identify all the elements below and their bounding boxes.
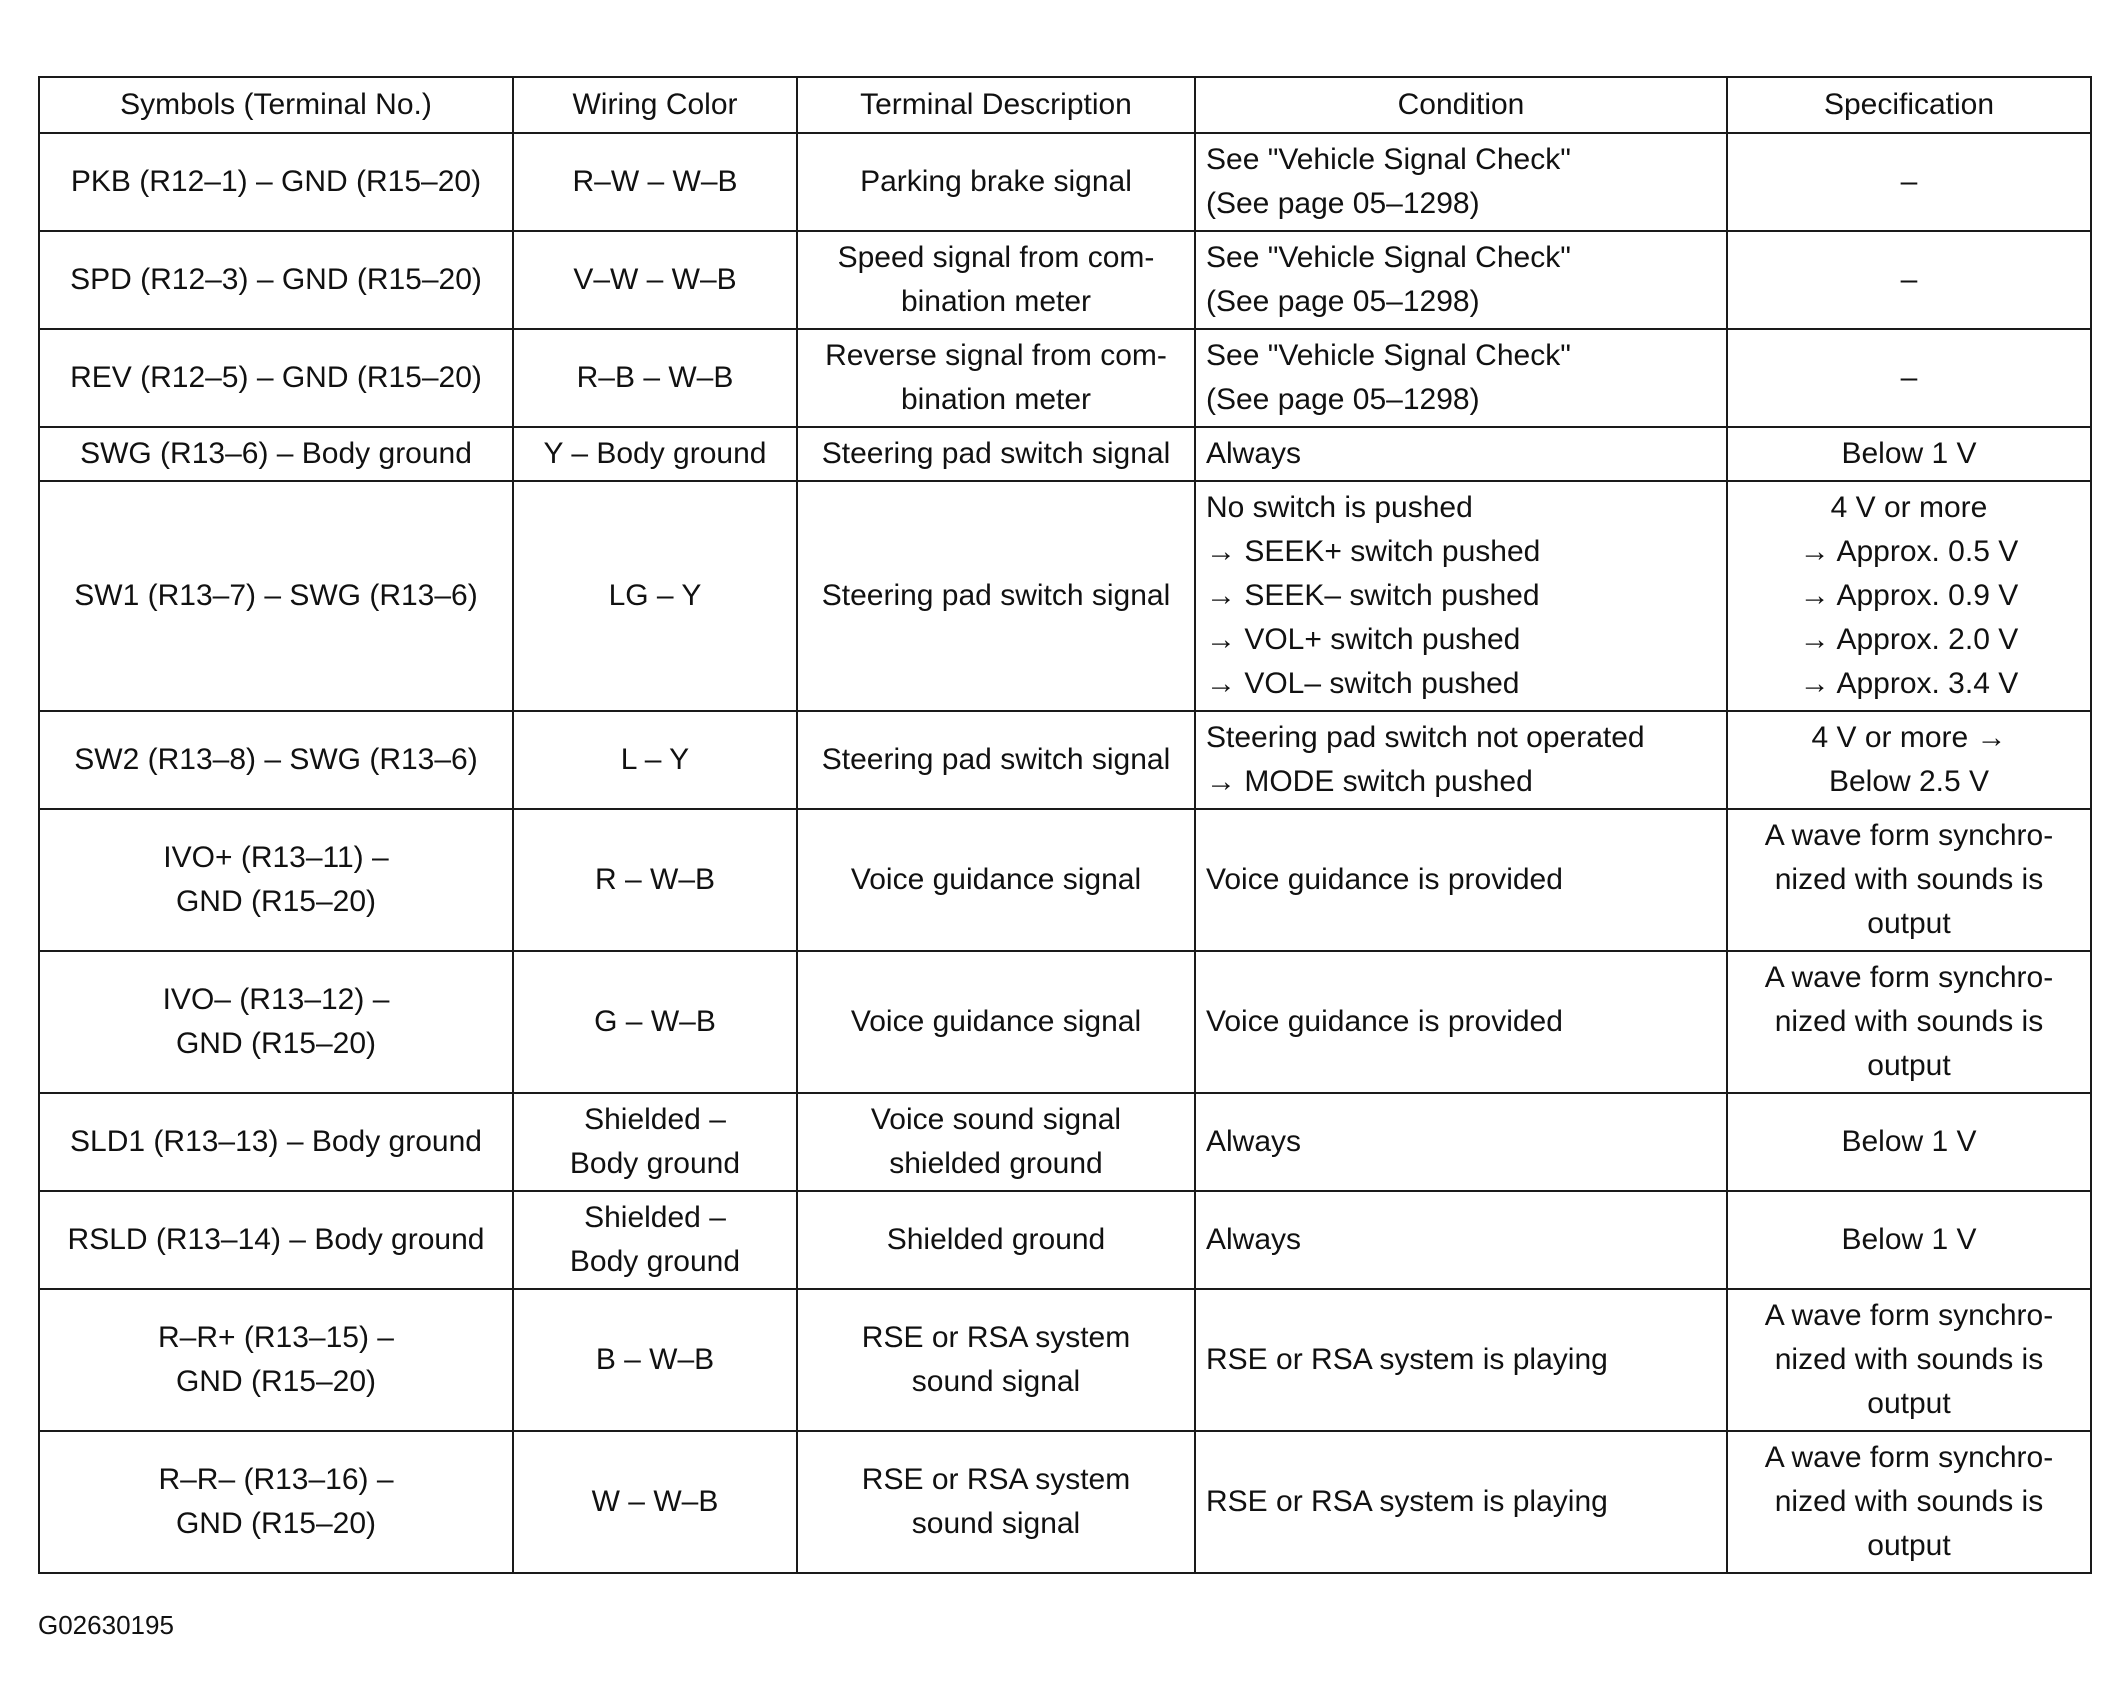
cell-line: IVO+ (R13–11) –	[163, 841, 389, 874]
cell-line: Below 1 V	[1841, 437, 1977, 470]
cell-specification	[1727, 427, 2091, 481]
cell-line: Body ground	[569, 1245, 741, 1278]
cell-line: R–B – W–B	[576, 361, 734, 394]
cell-line: → SEEK+ switch pushed	[1206, 535, 1541, 568]
cell-condition	[1195, 1431, 1727, 1573]
cell-line: R – W–B	[594, 863, 716, 896]
table-row	[39, 951, 2091, 1093]
cell-terminal-description	[797, 427, 1195, 481]
cell-symbol	[39, 809, 513, 951]
cell-line: 4 V or more	[1830, 491, 1988, 524]
cell-line: Voice guidance signal	[850, 863, 1142, 896]
cell-line: Steering pad switch signal	[821, 437, 1171, 470]
cell-wiring-color	[513, 329, 797, 427]
cell-line: Steering pad switch signal	[821, 743, 1171, 776]
cell-line: Below 1 V	[1841, 1125, 1977, 1158]
cell-wiring-color	[513, 951, 797, 1093]
cell-line: See "Vehicle Signal Check"	[1206, 339, 1571, 372]
cell-line: Speed signal from com-	[837, 241, 1155, 274]
cell-specification	[1727, 1191, 2091, 1289]
cell-symbol	[39, 1431, 513, 1573]
cell-specification	[1727, 133, 2091, 231]
cell-wiring-color	[513, 711, 797, 809]
header-condition: Condition	[1195, 77, 1727, 133]
cell-line: A wave form synchro-	[1764, 1441, 2054, 1474]
cell-line: GND (R15–20)	[175, 1027, 377, 1060]
cell-condition	[1195, 1191, 1727, 1289]
cell-terminal-description	[797, 1093, 1195, 1191]
table-row	[39, 711, 2091, 809]
cell-line: GND (R15–20)	[175, 885, 377, 918]
cell-line: nized with sounds is	[1774, 1005, 2044, 1038]
cell-line: bination meter	[900, 285, 1092, 318]
cell-symbol	[39, 1093, 513, 1191]
table-row	[39, 809, 2091, 951]
cell-terminal-description	[797, 951, 1195, 1093]
cell-line: output	[1867, 907, 1951, 940]
table-body	[39, 133, 2091, 1573]
cell-symbol	[39, 231, 513, 329]
cell-line: Parking brake signal	[860, 165, 1132, 198]
cell-line: Below 1 V	[1841, 1223, 1977, 1256]
cell-line: RSE or RSA system is playing	[1206, 1343, 1608, 1376]
cell-symbol	[39, 481, 513, 711]
cell-line: SPD (R12–3) – GND (R15–20)	[70, 263, 482, 296]
cell-terminal-description	[797, 329, 1195, 427]
cell-line: L – Y	[620, 743, 690, 776]
cell-specification	[1727, 1093, 2091, 1191]
cell-line: → SEEK– switch pushed	[1206, 579, 1540, 612]
cell-line: Voice sound signal	[870, 1103, 1122, 1136]
cell-line: GND (R15–20)	[175, 1507, 377, 1540]
cell-line: SLD1 (R13–13) – Body ground	[70, 1125, 482, 1158]
terminal-spec-table	[38, 76, 2092, 1574]
cell-specification	[1727, 711, 2091, 809]
cell-line: nized with sounds is	[1774, 1485, 2044, 1518]
terminal-spec-table-container	[38, 76, 2090, 1574]
cell-line: → Approx. 0.9 V	[1799, 579, 2019, 612]
table-row	[39, 329, 2091, 427]
cell-wiring-color	[513, 231, 797, 329]
cell-line: –	[1900, 165, 1918, 198]
cell-condition	[1195, 809, 1727, 951]
cell-line: Body ground	[569, 1147, 741, 1180]
cell-specification	[1727, 951, 2091, 1093]
cell-line: nized with sounds is	[1774, 863, 2044, 896]
cell-line: IVO– (R13–12) –	[162, 983, 390, 1016]
cell-wiring-color	[513, 809, 797, 951]
cell-line: Shielded ground	[886, 1223, 1106, 1256]
cell-line: Voice guidance signal	[850, 1005, 1142, 1038]
table-row	[39, 231, 2091, 329]
cell-line: B – W–B	[595, 1343, 715, 1376]
cell-line: SW2 (R13–8) – SWG (R13–6)	[74, 743, 478, 776]
table-row	[39, 1431, 2091, 1573]
cell-line: See "Vehicle Signal Check"	[1206, 241, 1571, 274]
cell-line: (See page 05–1298)	[1206, 187, 1480, 220]
cell-terminal-description	[797, 133, 1195, 231]
cell-line: No switch is pushed	[1206, 491, 1473, 524]
cell-condition	[1195, 1289, 1727, 1431]
table-row	[39, 1289, 2091, 1431]
cell-line: output	[1867, 1387, 1951, 1420]
cell-line: Below 2.5 V	[1828, 765, 1990, 798]
cell-condition	[1195, 951, 1727, 1093]
cell-line: output	[1867, 1049, 1951, 1082]
cell-terminal-description	[797, 231, 1195, 329]
cell-wiring-color	[513, 133, 797, 231]
cell-line: Shielded –	[584, 1103, 726, 1136]
cell-wiring-color	[513, 1289, 797, 1431]
cell-line: G – W–B	[594, 1005, 716, 1038]
cell-line: Shielded –	[584, 1201, 726, 1234]
cell-specification	[1727, 329, 2091, 427]
cell-line: → VOL– switch pushed	[1206, 667, 1520, 700]
table-row	[39, 481, 2091, 711]
cell-line: LG – Y	[608, 579, 702, 612]
cell-terminal-description	[797, 809, 1195, 951]
cell-line: Steering pad switch signal	[821, 579, 1171, 612]
cell-line: (See page 05–1298)	[1206, 383, 1480, 416]
cell-symbol	[39, 951, 513, 1093]
cell-line: sound signal	[911, 1365, 1081, 1398]
cell-symbol	[39, 711, 513, 809]
cell-line: RSE or RSA system	[861, 1463, 1131, 1496]
cell-specification	[1727, 809, 2091, 951]
cell-wiring-color	[513, 427, 797, 481]
cell-line: Always	[1206, 437, 1302, 470]
cell-condition	[1195, 329, 1727, 427]
cell-line: → VOL+ switch pushed	[1206, 623, 1521, 656]
cell-line: –	[1900, 361, 1918, 394]
cell-line: RSE or RSA system is playing	[1206, 1485, 1608, 1518]
cell-line: A wave form synchro-	[1764, 1299, 2054, 1332]
cell-condition	[1195, 481, 1727, 711]
cell-symbol	[39, 329, 513, 427]
cell-specification	[1727, 231, 2091, 329]
cell-specification	[1727, 481, 2091, 711]
figure-code: G02630195	[38, 1610, 174, 1640]
cell-terminal-description	[797, 1431, 1195, 1573]
table-row	[39, 1191, 2091, 1289]
cell-line: Always	[1206, 1125, 1302, 1158]
cell-line: PKB (R12–1) – GND (R15–20)	[70, 165, 482, 198]
cell-line: bination meter	[900, 383, 1092, 416]
cell-line: A wave form synchro-	[1764, 819, 2054, 852]
cell-line: SWG (R13–6) – Body ground	[80, 437, 472, 470]
cell-line: A wave form synchro-	[1764, 961, 2054, 994]
cell-wiring-color	[513, 1191, 797, 1289]
cell-line: RSLD (R13–14) – Body ground	[67, 1223, 485, 1256]
cell-line: → Approx. 3.4 V	[1799, 667, 2019, 700]
cell-line: R–W – W–B	[572, 165, 738, 198]
cell-terminal-description	[797, 1191, 1195, 1289]
cell-line: SW1 (R13–7) – SWG (R13–6)	[74, 579, 478, 612]
cell-line: REV (R12–5) – GND (R15–20)	[70, 361, 482, 394]
cell-wiring-color	[513, 1093, 797, 1191]
cell-line: See "Vehicle Signal Check"	[1206, 143, 1571, 176]
table-header-row	[39, 77, 2091, 133]
header-symbols: Symbols (Terminal No.)	[39, 77, 513, 133]
cell-line: Voice guidance is provided	[1206, 863, 1563, 896]
cell-line: 4 V or more →	[1811, 721, 2007, 754]
cell-condition	[1195, 133, 1727, 231]
cell-terminal-description	[797, 1289, 1195, 1431]
table-row	[39, 133, 2091, 231]
cell-line: → Approx. 0.5 V	[1799, 535, 2019, 568]
cell-line: –	[1900, 263, 1918, 296]
cell-line: Y – Body ground	[543, 437, 767, 470]
cell-wiring-color	[513, 1431, 797, 1573]
cell-symbol	[39, 133, 513, 231]
cell-terminal-description	[797, 711, 1195, 809]
cell-specification	[1727, 1431, 2091, 1573]
cell-line: RSE or RSA system	[861, 1321, 1131, 1354]
cell-line: Always	[1206, 1223, 1302, 1256]
cell-condition	[1195, 711, 1727, 809]
cell-line: shielded ground	[889, 1147, 1103, 1180]
cell-line: Voice guidance is provided	[1206, 1005, 1563, 1038]
cell-line: sound signal	[911, 1507, 1081, 1540]
cell-line: (See page 05–1298)	[1206, 285, 1480, 318]
table-row	[39, 1093, 2091, 1191]
cell-line: GND (R15–20)	[175, 1365, 377, 1398]
header-terminal-description: Terminal Description	[797, 77, 1195, 133]
cell-line: R–R+ (R13–15) –	[158, 1321, 394, 1354]
cell-specification	[1727, 1289, 2091, 1431]
cell-symbol	[39, 1191, 513, 1289]
cell-line: W – W–B	[591, 1485, 719, 1518]
cell-line: → Approx. 2.0 V	[1799, 623, 2019, 656]
cell-line: Reverse signal from com-	[825, 339, 1167, 372]
cell-line: Steering pad switch not operated	[1206, 721, 1645, 754]
cell-terminal-description	[797, 481, 1195, 711]
cell-line: V–W – W–B	[573, 263, 737, 296]
cell-line: output	[1867, 1529, 1951, 1562]
cell-symbol	[39, 1289, 513, 1431]
header-wiring-color: Wiring Color	[513, 77, 797, 133]
cell-line: R–R– (R13–16) –	[158, 1463, 394, 1496]
cell-wiring-color	[513, 481, 797, 711]
cell-condition	[1195, 1093, 1727, 1191]
cell-line: nized with sounds is	[1774, 1343, 2044, 1376]
cell-condition	[1195, 427, 1727, 481]
cell-symbol	[39, 427, 513, 481]
cell-condition	[1195, 231, 1727, 329]
header-specification: Specification	[1727, 77, 2091, 133]
table-row	[39, 427, 2091, 481]
cell-line: → MODE switch pushed	[1206, 765, 1533, 798]
